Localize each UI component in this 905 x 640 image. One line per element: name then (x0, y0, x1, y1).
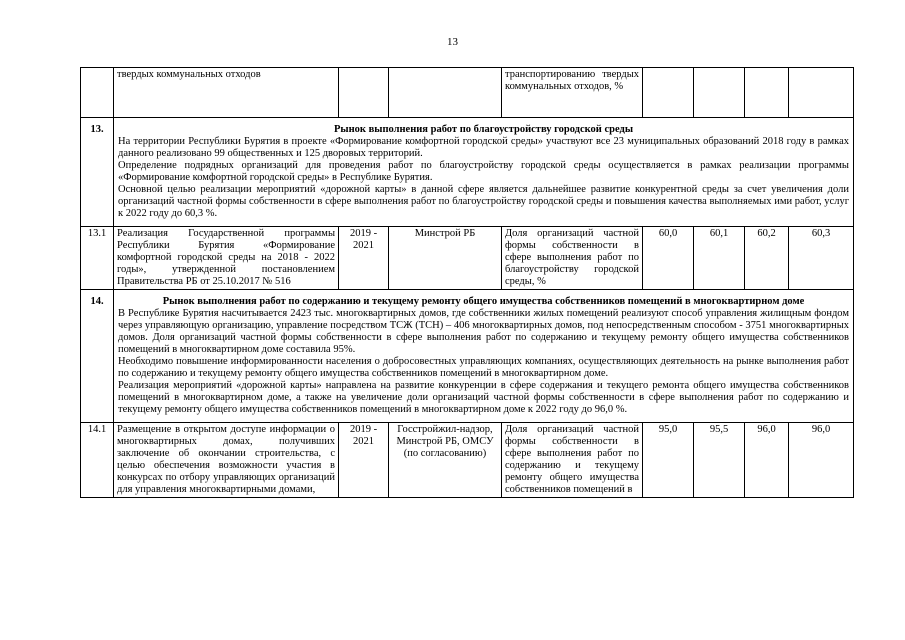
row-13-1-value-2020: 60,1 (694, 227, 745, 290)
cont-period-cell (339, 68, 389, 118)
row-14-1-value-2020: 95,5 (694, 423, 745, 498)
row-13-1-value-2021: 60,2 (745, 227, 789, 290)
row-13-1-value-2022: 60,3 (789, 227, 854, 290)
section-13-para-1: На территории Республики Бурятия в проекте «Формирование комфортной городской среды» участвуют все 23 муниципальных образований 2018 году в рамках данного реализовано 99 общественных и 125 дворовых территорий. (118, 136, 849, 159)
row-13-1-indicator: Доля организаций частной формы собственности в сфере выполнения работ по благоустройству городской среды, % (502, 227, 643, 290)
row-14-1-value-2019: 95,0 (643, 423, 694, 498)
row-14-1-action: Размещение в открытом доступе информации о многоквартирных домах, получивших заключение об окончании строительства, с целью обеспечения возможности участия в конкурсах по отбору управляющих организаций для управления многоквартирными домами, (114, 423, 339, 498)
row-14-1-value-2022: 96,0 (789, 423, 854, 498)
section-14-para-1: В Республике Бурятия насчитывается 2423 тыс. многоквартирных домов, где собственники жилых помещений реализуют способ управления жилищным фондом через управляющую организацию, управление посредством ТСЖ (ТСН) – 406 многоквартирных домов, под непосредственным способом - 3751 многоквартирных домов. Доля организаций частной формы собственности в сфере выполнения работ по содержанию и текущему ремонту общего имущества собственников помещений в многоквартирном доме составила 95%. (118, 308, 849, 355)
cont-action-cell: твердых коммунальных отходов (114, 68, 339, 118)
row-14-1-indicator: Доля организаций частной формы собственности в сфере выполнения работ по содержанию и текущему ремонту общего имущества собственников помещений в (502, 423, 643, 498)
cont-v4-cell (789, 68, 854, 118)
section-14-row (81, 290, 854, 423)
cont-v1-cell (643, 68, 694, 118)
cont-executor-cell (389, 68, 502, 118)
section-13-title: Рынок выполнения работ по благоустройству городской среды (333, 124, 634, 135)
section-14-number: 14. (81, 290, 114, 423)
section-13-row (81, 118, 854, 227)
cont-v3-cell (745, 68, 789, 118)
section-13-content (114, 118, 854, 227)
row-13-1-value-2019: 60,0 (643, 227, 694, 290)
row-13-1-number: 13.1 (81, 227, 114, 290)
roadmap-table (80, 67, 854, 498)
continuation-row (81, 68, 854, 118)
cont-num-cell (81, 68, 114, 118)
section-14-para-2: Необходимо повышение информированности населения о добросовестных управляющих компаниях, осуществляющих деятельность на рынке выполнения работ по содержанию и текущему ремонту общего имущества собственников помещений в многоквартирном доме. (118, 356, 849, 379)
section-13-number: 13. (81, 118, 114, 227)
cont-indicator-cell: транспортированию твердых коммунальных отходов, % (502, 68, 643, 118)
row-14-1-executor: Госстройжил-надзор, Минстрой РБ, ОМСУ (по согласованию) (389, 423, 502, 498)
section-14-content (114, 290, 854, 423)
section-13-para-3: Основной целью реализации мероприятий «дорожной карты» в данной сфере является дальнейшее развитие конкурентной среды за счет увеличения доли организаций частной формы собственности в сфере выполнения работ по благоустройству городской среды и повышения качества выполняемых ими работ, услуг к 2022 году до 60,3 %. (118, 184, 849, 219)
row-14-1-period: 2019 - 2021 (339, 423, 389, 498)
row-14-1-number: 14.1 (81, 423, 114, 498)
row-13-1-period: 2019 - 2021 (339, 227, 389, 290)
row-14-1 (81, 423, 854, 498)
section-14-para-3: Реализация мероприятий «дорожной карты» направлена на развитие конкуренции в сфере содержания и текущего ремонта общего имущества собственников помещений в многоквартирном доме, а также на увеличение доли организаций частной формы собственности в сфере выполнения работ по содержанию и текущему ремонту общего имущества собственников помещений в многоквартирном доме к 2022 году до 96,0 %. (118, 380, 849, 415)
row-13-1 (81, 227, 854, 290)
row-13-1-executor: Минстрой РБ (389, 227, 502, 290)
page-number: 13 (447, 36, 458, 48)
row-13-1-action: Реализация Государственной программы Республики Бурятия «Формирование комфортной городской среды на 2018 - 2022 годы», утвержденной постановлением Правительства РБ от 25.10.2017 № 516 (114, 227, 339, 290)
section-14-title: Рынок выполнения работ по содержанию и текущему ремонту общего имущества собственников помещений в многоквартирном доме (162, 296, 805, 307)
row-14-1-value-2021: 96,0 (745, 423, 789, 498)
cont-v2-cell (694, 68, 745, 118)
section-13-para-2: Определение подрядных организаций для проведения работ по благоустройству городской среды осуществляется в рамках реализации программы «Формирование комфортной городской среды» в Республике Бурятия. (118, 160, 849, 183)
